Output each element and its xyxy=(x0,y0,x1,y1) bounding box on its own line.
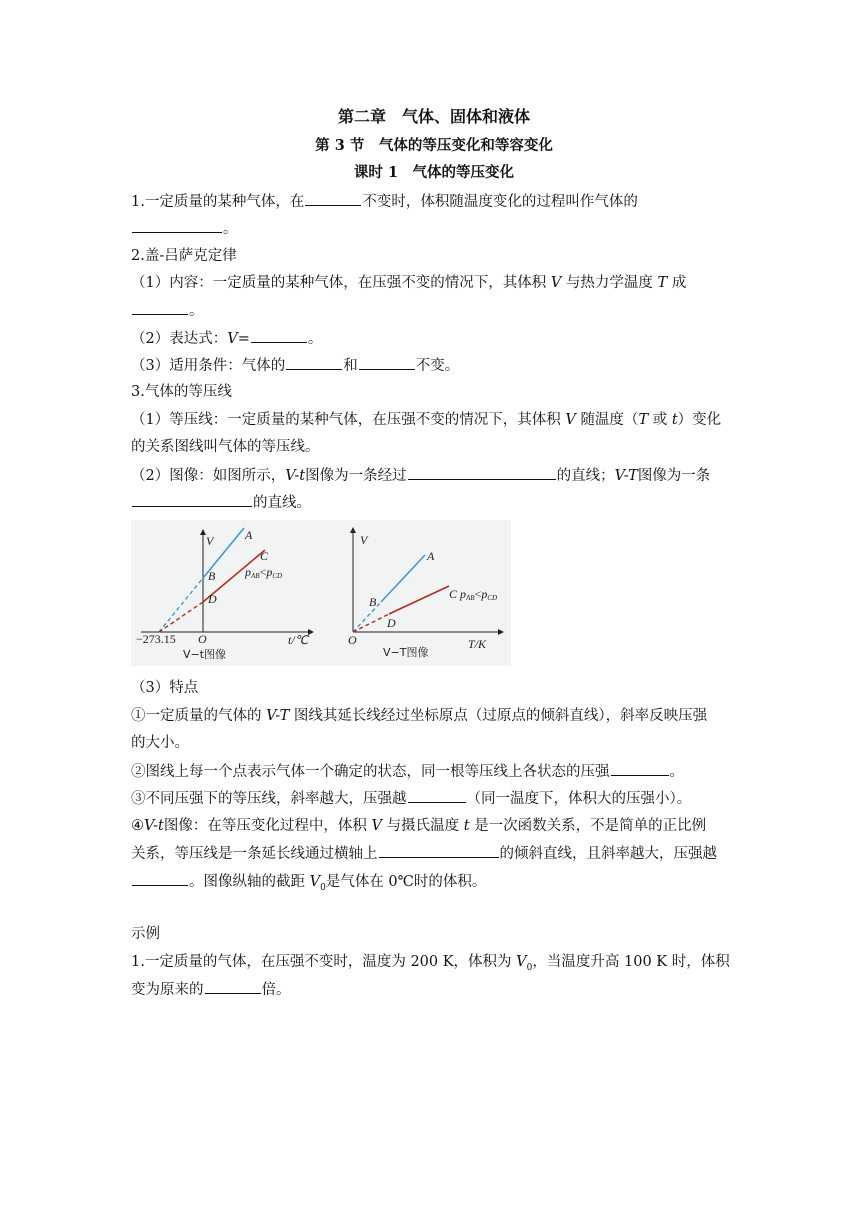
vT-v-label: V xyxy=(360,533,368,547)
answer-blank[interactable] xyxy=(611,761,669,776)
feature-2: ②图线上每一个点表示气体一个确定的状态，同一根等压线上各状态的压强 。 xyxy=(131,761,741,782)
vt-point-a: A xyxy=(245,528,253,542)
vT-point-d: D xyxy=(387,616,396,630)
vt-point-b: B xyxy=(208,569,216,583)
vT-graph xyxy=(348,530,501,659)
q3-3: （3）特点 xyxy=(131,680,199,696)
vT-pressure-relation: pAB<pCD xyxy=(460,587,498,602)
q2-1-line1: （1）内容：一定质量的某种气体，在压强不变的情况下，其体积 V 与热力学温度 T 成 xyxy=(131,275,687,291)
q3-2-line1: （2）图像：如图所示，V-t图像为一条经过 的直线；V-T图像为一条 xyxy=(131,465,741,486)
vT-line-ab xyxy=(381,555,425,602)
feature-4-line1: ④V-t图像：在等压变化过程中，体积 V 与摄氏温度 t 是一次函数关系，不是简单的正比例 xyxy=(131,818,707,834)
q3-2-line2: 的直线。 xyxy=(131,492,741,513)
feature-1-line1: ①一定质量的气体的 V-T 图线其延长线经过坐标原点（过原点的倾斜直线），斜率反映压强 xyxy=(131,708,708,724)
q3-1-line1: （1）等压线：一定质量的某种气体，在压强不变的情况下，其体积 V 随温度（T 或 t）变化 xyxy=(131,412,722,428)
answer-blank[interactable] xyxy=(132,492,252,507)
feature-3: ③不同压强下的等压线，斜率越大，压强越 （同一温度下，体积大的压强小）。 xyxy=(131,788,741,809)
example-1-line1: 1.一定质量的气体，在压强不变时，温度为 200 K，体积为 $V_0$，当温度升高 100 K 时，体积 xyxy=(131,954,730,973)
vt-intercept-label: −273.15 xyxy=(136,632,176,646)
vt-line-cd-extension xyxy=(159,602,203,632)
answer-blank[interactable] xyxy=(408,788,466,803)
q1-line2: 。 xyxy=(131,218,741,239)
answer-blank[interactable] xyxy=(205,979,261,994)
feature-1-line2: 的大小。 xyxy=(131,735,189,751)
q3-title: 3.气体的等压线 xyxy=(131,384,232,400)
vT-line-cd-extension xyxy=(353,614,389,632)
vt-point-c: C xyxy=(260,549,269,563)
vt-v-label: V xyxy=(206,534,214,548)
vt-pressure-relation: pAB<pCD xyxy=(245,565,283,580)
q3-1-line2: 的关系图线叫气体的等压线。 xyxy=(131,439,320,455)
vt-origin-label: O xyxy=(198,632,207,646)
example-title: 示例 xyxy=(131,926,160,942)
q2-3: （3）适用条件：气体的 和 不变。 xyxy=(131,355,741,376)
lesson-title: 课时 1 气体的等压变化 xyxy=(353,164,515,181)
answer-blank[interactable] xyxy=(286,355,342,370)
q2-2: （2）表达式：V= 。 xyxy=(131,328,741,349)
q1-line1: 1.一定质量的某种气体，在 不变时，体积随温度变化的过程叫作气体的 xyxy=(131,191,741,212)
vT-caption: V−T图像 xyxy=(383,646,429,659)
answer-blank[interactable] xyxy=(408,465,556,480)
vt-caption: V−t图像 xyxy=(183,648,227,661)
vT-T-label: T/K xyxy=(468,637,487,651)
answer-blank[interactable] xyxy=(359,355,415,370)
vt-t-label: t/℃ xyxy=(288,633,309,647)
q2-1-line2: 。 xyxy=(131,300,741,321)
isobar-figure xyxy=(131,520,511,666)
vT-line-ab-extension xyxy=(353,602,381,632)
answer-blank[interactable] xyxy=(251,328,307,343)
answer-blank[interactable] xyxy=(132,871,188,886)
chapter-title: 第二章 气体、固体和液体 xyxy=(337,107,530,126)
vt-line-ab-extension xyxy=(159,578,203,632)
vT-line-cd xyxy=(389,586,449,614)
vT-point-a: A xyxy=(427,549,435,563)
vt-graph xyxy=(136,528,311,661)
vT-point-c: C xyxy=(449,587,458,601)
answer-blank[interactable] xyxy=(305,191,361,206)
answer-blank[interactable] xyxy=(379,843,499,858)
vT-origin-label: O xyxy=(348,633,357,647)
isobar-graphs xyxy=(131,520,511,666)
section-title: 第 3 节 气体的等压变化和等容变化 xyxy=(315,137,553,154)
q2-title: 2.盖-吕萨克定律 xyxy=(131,248,237,264)
answer-blank[interactable] xyxy=(132,218,222,233)
answer-blank[interactable] xyxy=(132,300,188,315)
vT-point-b: B xyxy=(369,595,377,609)
vt-point-d: D xyxy=(208,592,217,606)
example-1-line2: 变为原来的 倍。 xyxy=(131,979,741,1000)
feature-4-line2: 关系，等压线是一条延长线通过横轴上 的倾斜直线，且斜率越大，压强越 xyxy=(131,843,741,864)
feature-4-line3: 。图像纵轴的截距 $V_0$是气体在 0℃时的体积。 xyxy=(131,871,741,898)
